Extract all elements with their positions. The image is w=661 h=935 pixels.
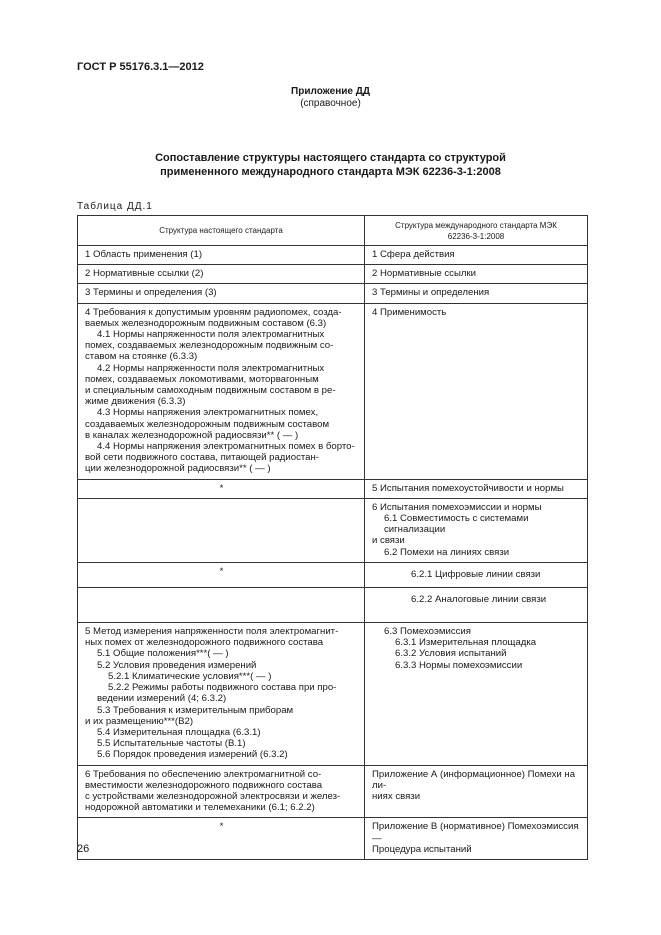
table-cell: 5 Испытания помехоустойчивости и нормы xyxy=(365,479,588,498)
cell-line: ставом на стоянке (6.3.3) xyxy=(85,351,198,363)
table-cell xyxy=(365,498,588,562)
cell-line: помех, создаваемых локомотивами, моторвагонным xyxy=(85,373,319,385)
table-header-row xyxy=(78,216,588,246)
cell-line: 5 Метод измерения напряженности поля электромагнит- xyxy=(85,626,339,638)
cell-line: с устройствами железнодорожной электросвязи и желез- xyxy=(85,790,341,802)
table-cell: * xyxy=(78,479,365,498)
cell-line: 4.3 Нормы напряжения электромагнитных помех, xyxy=(97,407,319,419)
table-cell: 1 Область применения (1) xyxy=(78,246,365,265)
table-cell: 1 Сфера действия xyxy=(365,246,588,265)
cell-line: 5.6 Порядок проведения измерений (6.3.2) xyxy=(97,749,288,761)
appendix-subtitle: (справочное) xyxy=(300,98,361,109)
cell-line: Процедура испытаний xyxy=(372,843,472,855)
cell-line: 6.2 Помехи на линиях связи xyxy=(384,546,510,558)
table-row xyxy=(78,498,588,562)
cell-line: 6.3.1 Измерительная площадка xyxy=(395,637,537,649)
cell-line: 5.4 Измерительная площадка (6.3.1) xyxy=(97,726,261,738)
table-cell xyxy=(78,765,365,818)
table-caption: Таблица ДД.1 xyxy=(77,201,153,212)
table-cell xyxy=(365,623,588,765)
table-cell: 3 Термины и определения xyxy=(365,284,588,303)
table-cell: 6.2.2 Аналоговые линии связи xyxy=(365,588,588,623)
cell-line: 6 Испытания помехоэмиссии и нормы xyxy=(372,501,542,513)
cell-line: 4.1 Нормы напряженности поля электромагнитных xyxy=(97,329,325,341)
cell-line: ции железнодорожной радиосвязи** ( — ) xyxy=(85,463,271,475)
table-cell xyxy=(78,303,365,479)
table-cell xyxy=(365,818,588,860)
table-cell: 2 Нормативные ссылки (2) xyxy=(78,265,365,284)
cell-line: вой сети подвижного состава, питающей радиостан- xyxy=(85,452,320,464)
table-row xyxy=(78,284,588,303)
table-cell: * xyxy=(78,818,365,860)
cell-line: ваемых железнодорожным подвижным составом (6.3) xyxy=(85,317,327,329)
cell-line: создаваемых железнодорожным подвижным составом xyxy=(85,418,330,430)
table-cell: 2 Нормативные ссылки xyxy=(365,265,588,284)
cell-line: 4.2 Нормы напряженности поля электромагнитных xyxy=(97,362,325,374)
table-cell xyxy=(78,588,365,623)
page-number: 26 xyxy=(77,843,90,855)
cell-line: 5.1 Общие положения***( — ) xyxy=(97,648,229,660)
cell-line: ных помех от железнодорожного подвижного состава xyxy=(85,637,324,649)
cell-line: и специальным самоходным подвижным составом в ре- xyxy=(85,385,336,397)
cell-line: 6.3.3 Нормы помехоэмиссии xyxy=(395,659,523,671)
cell-line: в каналах железнодорожной радиосвязи** ( — ) xyxy=(85,429,299,441)
section-heading-line-2: примененного международного стандарта МЭК 62236-3-1:2008 xyxy=(160,166,501,178)
cell-line: нодорожной автоматики и телемеханики (6.1; 6.2.2) xyxy=(85,802,315,814)
table-cell xyxy=(365,765,588,818)
section-heading-line-1: Сопоставление структуры настоящего стандарта со структурой xyxy=(155,152,506,164)
cell-line: 5.2.2 Режимы работы подвижного состава при про- xyxy=(108,682,337,694)
table-row xyxy=(78,818,588,860)
column-header-international xyxy=(365,216,588,246)
column-header-national: Структура настоящего стандарта xyxy=(78,216,365,246)
cell-line: 6.1 Совместимость с системами сигнализации xyxy=(384,513,529,536)
table-row xyxy=(78,623,588,765)
table-row xyxy=(78,265,588,284)
cell-line: и их размещению***(В2) xyxy=(85,715,194,727)
appendix-title: Приложение ДД xyxy=(291,86,370,97)
table-cell: * xyxy=(78,562,365,587)
table-row xyxy=(78,246,588,265)
cell-line: 5.2.1 Климатические условия***( — ) xyxy=(108,670,272,682)
column-header-international-line-2: 62236-3-1:2008 xyxy=(447,231,505,241)
cell-line: 5.5 Испытательные частоты (В.1) xyxy=(97,738,246,750)
table-row xyxy=(78,588,588,623)
cell-line: 4.4 Нормы напряжения электромагнитных помех в борто- xyxy=(97,441,355,453)
cell-line: 6 Требования по обеспечению электромагнитной со- xyxy=(85,768,322,780)
cell-line: помех, создаваемых железнодорожным подвижным со- xyxy=(85,340,334,352)
column-header-international-line-1: Структура международного стандарта МЭК xyxy=(395,220,557,230)
table-cell xyxy=(78,498,365,562)
cell-line: и связи xyxy=(372,535,405,547)
cell-line: 5.3 Требования к измерительным приборам xyxy=(97,704,294,716)
table-row xyxy=(78,303,588,479)
cell-line: Приложение А (информационное) Помехи на ли- xyxy=(372,768,576,791)
cell-line: 6.3 Помехоэмиссия xyxy=(384,626,471,638)
cell-line: вместимости железнодорожного подвижного состава xyxy=(85,779,323,791)
cell-line: 5.2 Условия проведения измерений xyxy=(97,659,257,671)
cell-line: ведении измерений (4; 6.3.2) xyxy=(97,693,227,705)
table-cell: 6.2.1 Цифровые линии связи xyxy=(365,562,588,587)
cell-line: 4 Требования к допустимым уровням радиопомех, созда- xyxy=(85,306,342,318)
table-row xyxy=(78,479,588,498)
cell-line: Приложение В (нормативное) Помехоэмиссия — xyxy=(372,821,579,844)
structure-comparison-table xyxy=(77,215,588,860)
table-cell: 3 Термины и определения (3) xyxy=(78,284,365,303)
cell-line: ниях связи xyxy=(372,790,421,802)
table-cell: 4 Применимость xyxy=(365,303,588,479)
table-row xyxy=(78,562,588,587)
document-code: ГОСТ Р 55176.3.1—2012 xyxy=(77,61,204,73)
table-row xyxy=(78,765,588,818)
cell-line: жиме движения (6.3.3) xyxy=(85,396,186,408)
cell-line: 6.3.2 Условия испытаний xyxy=(395,648,507,660)
table-cell xyxy=(78,623,365,765)
